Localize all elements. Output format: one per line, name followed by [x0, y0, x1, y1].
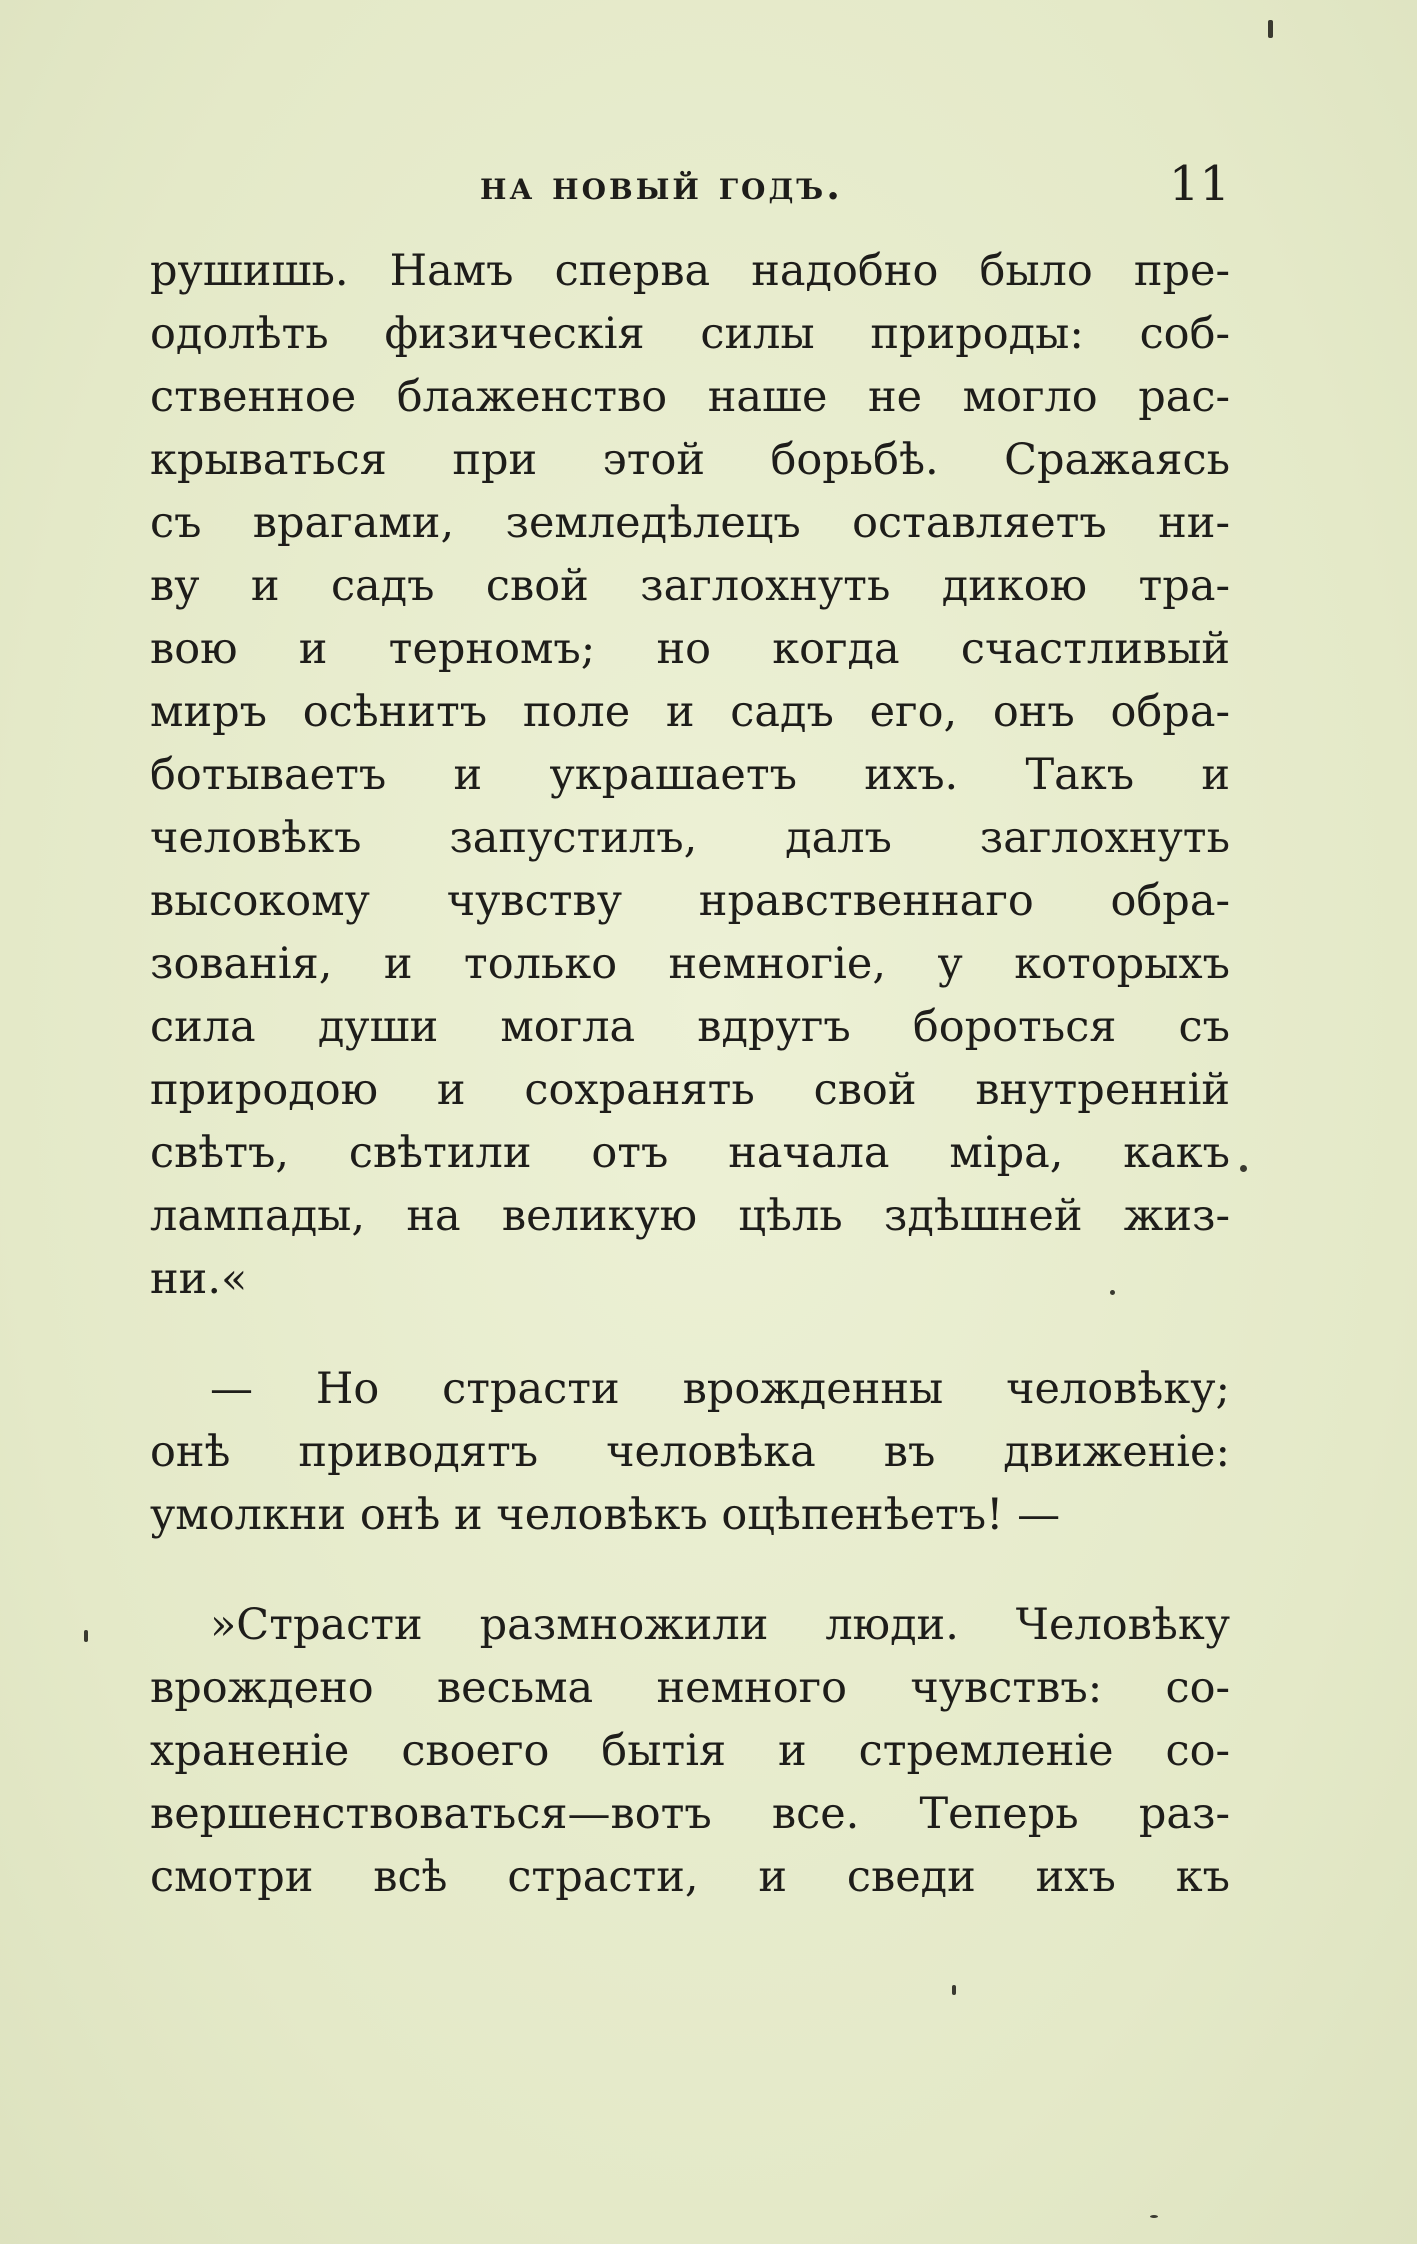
text-line: свѣтъ, свѣтили отъ начала міра, какъ [150, 1128, 1230, 1178]
text-line: вою и терномъ; но когда счастливый [150, 624, 1230, 674]
running-head: на новый годъ. [480, 162, 844, 209]
text-line: сила души могла вдругъ бороться съ [150, 1002, 1230, 1052]
text-line: съ врагами, земледѣлецъ оставляетъ ни- [150, 498, 1230, 548]
text-line: храненіе своего бытія и стремленіе со- [150, 1726, 1230, 1776]
text-line: высокому чувству нравственнаго обра- [150, 876, 1230, 926]
paper-speck [1110, 1290, 1115, 1295]
paragraph [150, 1358, 1230, 1547]
paragraph [150, 240, 1230, 1311]
text-line: крываться при этой борьбѣ. Сражаясь [150, 435, 1230, 485]
page-header [150, 152, 1230, 222]
text-line: человѣкъ запустилъ, далъ заглохнуть [150, 813, 1230, 863]
text-line: ни.« [150, 1254, 248, 1304]
body-text [150, 240, 1230, 1909]
text-line: рушишь. Намъ сперва надобно было пре- [150, 246, 1230, 296]
text-line: одолѣть физическія силы природы: соб- [150, 309, 1230, 359]
text-line: ботываетъ и украшаетъ ихъ. Такъ и [150, 750, 1230, 800]
text-line: зованія, и только немногіе, у которыхъ [150, 939, 1230, 989]
paragraph-gap [150, 1547, 1230, 1594]
page-number: 11 [1168, 156, 1230, 212]
text-line: вершенствоваться—вотъ все. Теперь раз- [150, 1789, 1230, 1839]
paper-speck [84, 1630, 88, 1642]
paper-speck [1268, 20, 1273, 38]
text-line: »Страсти размножили люди. Человѣку [210, 1600, 1230, 1650]
text-line: онѣ приводятъ человѣка въ движеніе: [150, 1427, 1230, 1477]
text-line: умолкни онѣ и человѣкъ оцѣпенѣетъ! — [150, 1490, 1061, 1540]
paper-speck [1240, 1165, 1247, 1172]
paper-speck [1150, 2215, 1158, 2218]
text-line: смотри всѣ страсти, и сведи ихъ къ [150, 1852, 1230, 1902]
text-line: ву и садъ свой заглохнуть дикою тра- [150, 561, 1230, 611]
paragraph-gap [150, 1311, 1230, 1358]
text-line: природою и сохранять свой внутренній [150, 1065, 1230, 1115]
text-line: ственное блаженство наше не могло рас- [150, 372, 1230, 422]
paragraph [150, 1594, 1230, 1909]
text-line: — Но страсти врожденны человѣку; [210, 1364, 1230, 1414]
text-line: врождено весьма немного чувствъ: со- [150, 1663, 1230, 1713]
paper-speck [952, 1985, 956, 1995]
text-line: лампады, на великую цѣль здѣшней жиз- [150, 1191, 1230, 1241]
text-line: миръ осѣнитъ поле и садъ его, онъ обра- [150, 687, 1230, 737]
